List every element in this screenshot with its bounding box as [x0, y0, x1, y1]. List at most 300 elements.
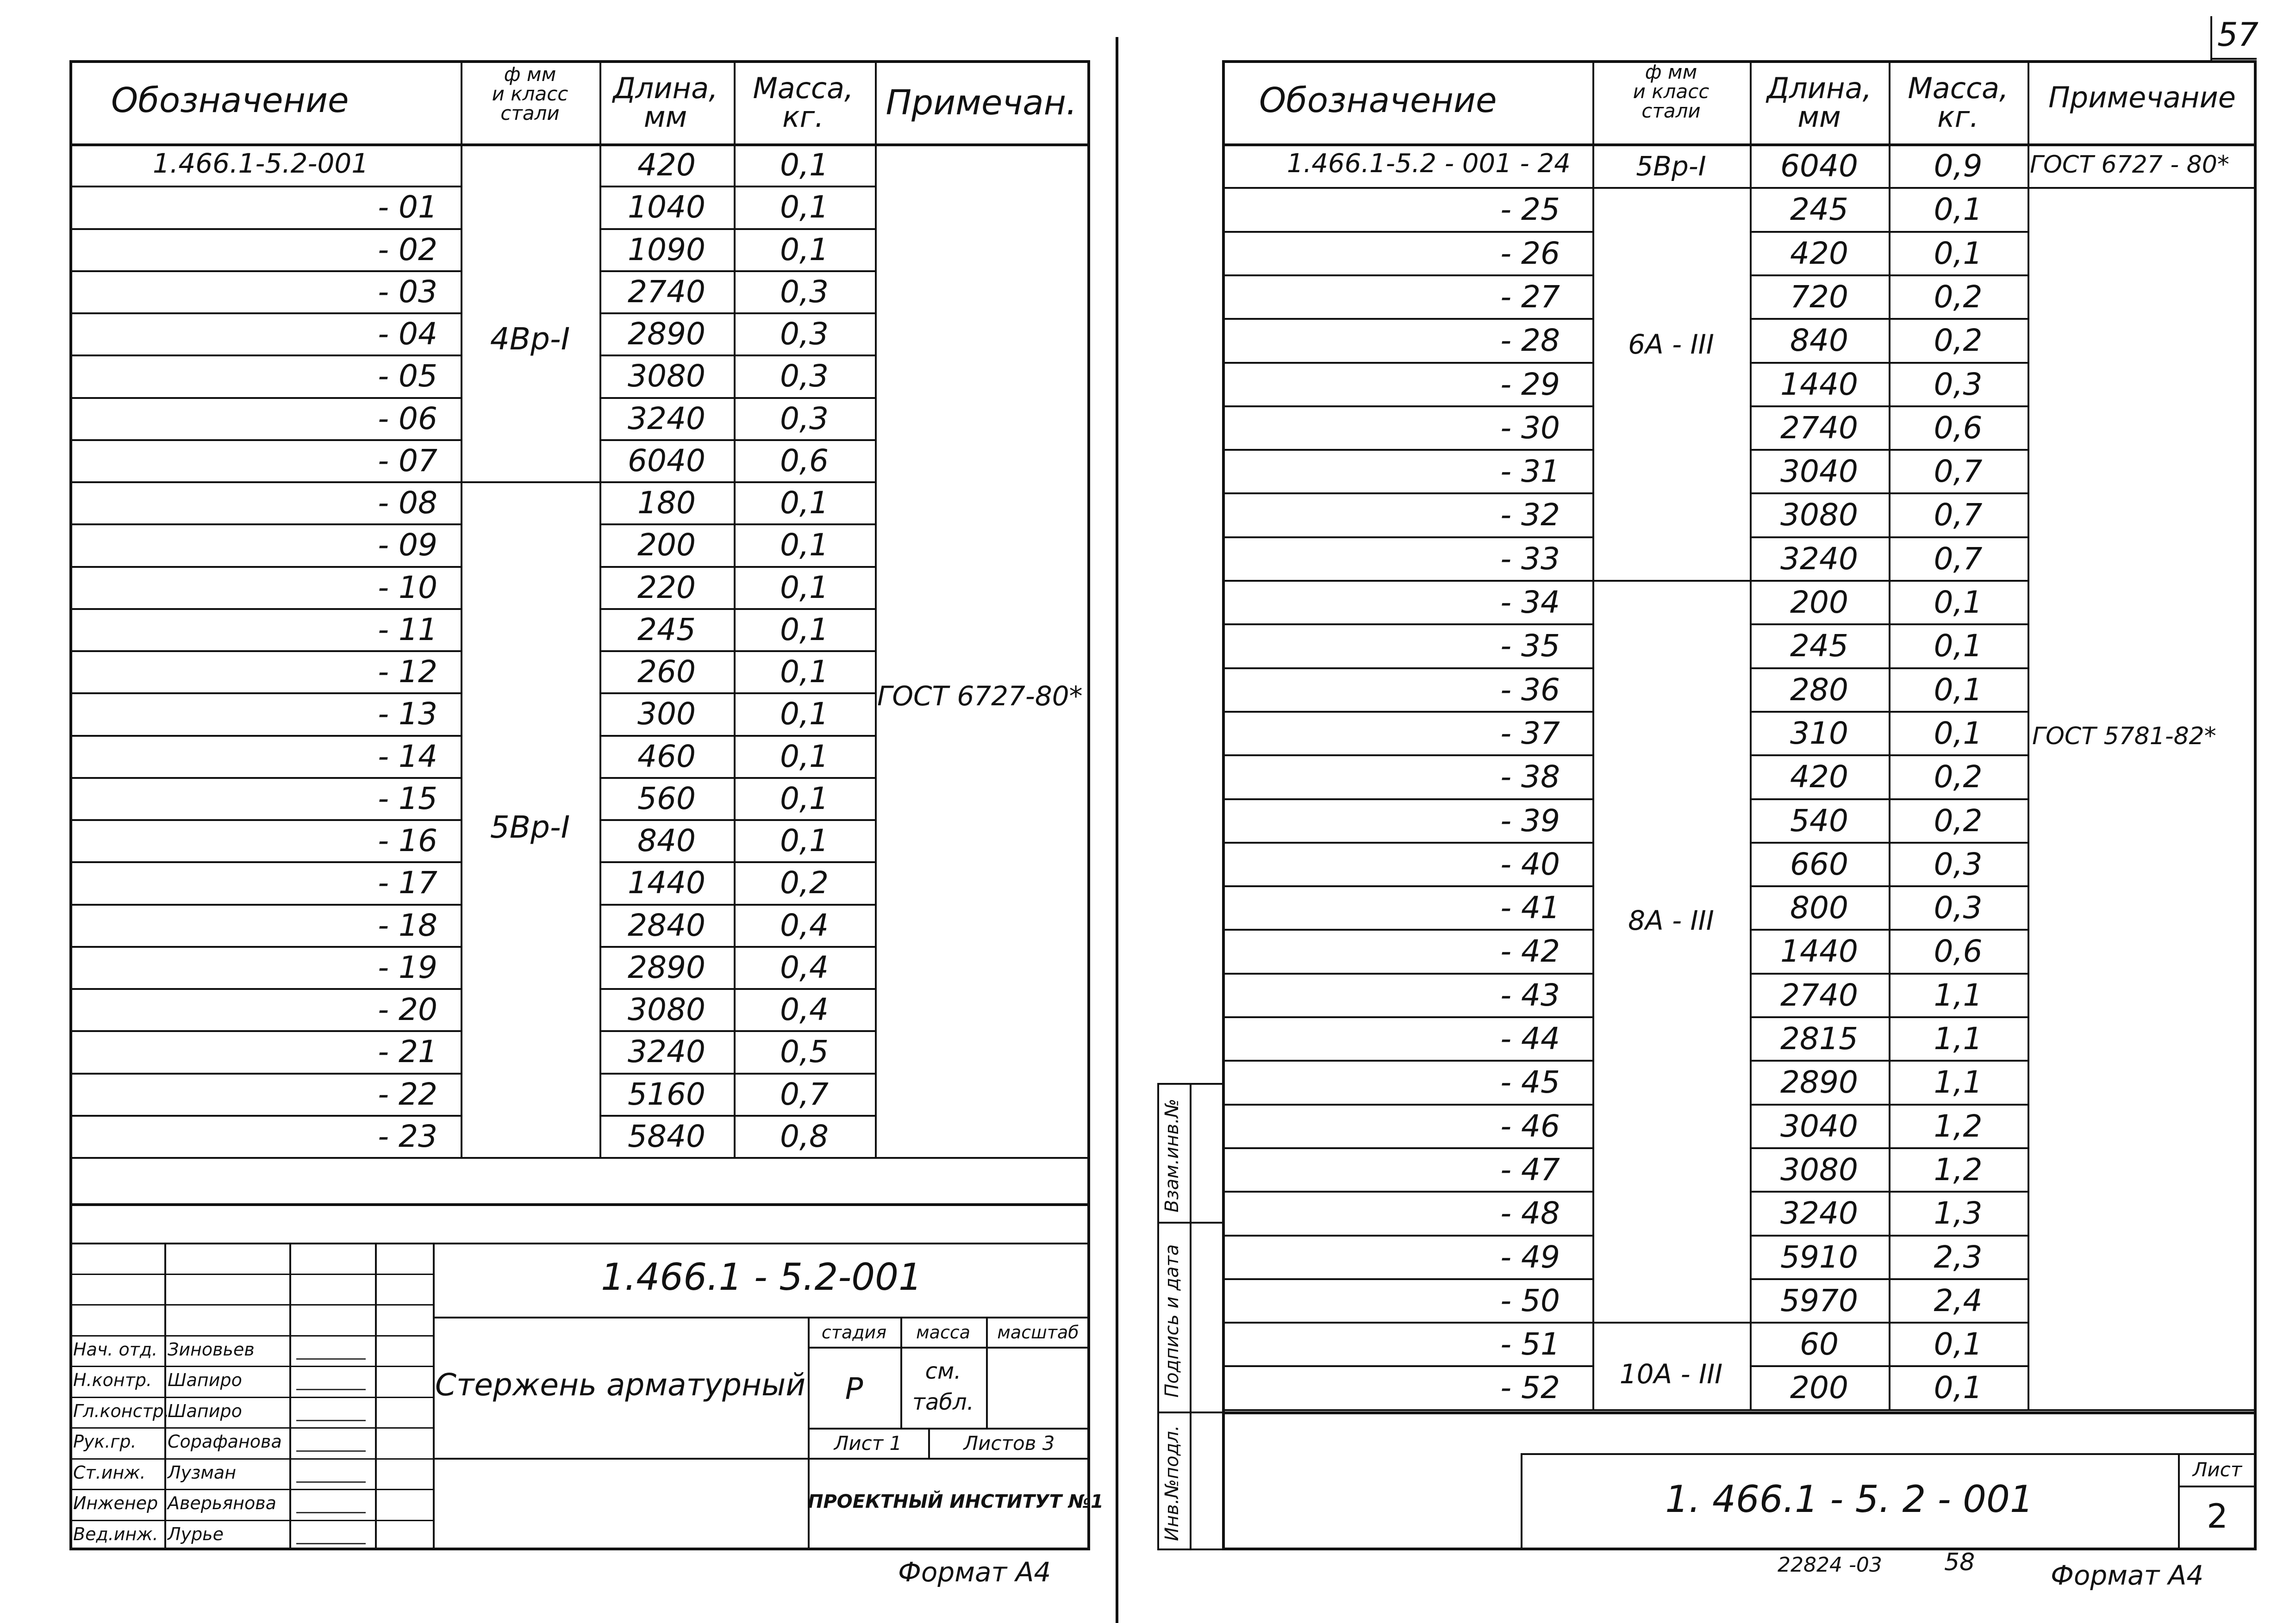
- right-row-line: [1222, 973, 1592, 975]
- right-row-mass: 0,1: [1934, 192, 1983, 228]
- left-row-length: 220: [637, 569, 696, 605]
- right-title-line: [1222, 1412, 2257, 1414]
- left-row-line: [599, 650, 875, 652]
- left-row-code: - 19: [378, 949, 437, 985]
- side-stamp-line-2: [1157, 1412, 1225, 1413]
- left-row-code: - 14: [378, 738, 437, 774]
- archive-number: 22824 -03: [1778, 1553, 1882, 1577]
- left-row-line: [69, 861, 461, 863]
- right-header-designation: Обозначение: [1259, 81, 1497, 120]
- right-row-length: 420: [1790, 759, 1848, 795]
- left-staff-name: Лурье: [168, 1524, 224, 1544]
- right-row-line: [1750, 667, 2028, 669]
- left-row-mass: 0,3: [780, 274, 829, 310]
- right-row-length: 2740: [1780, 410, 1858, 446]
- right-row-length: 2890: [1780, 1064, 1858, 1101]
- right-row-line: [1750, 318, 2028, 320]
- right-row-length: 310: [1790, 715, 1848, 751]
- right-row-code: - 30: [1500, 410, 1560, 446]
- side-stamp-divider: [1190, 1083, 1192, 1550]
- left-staff-name: Шапиро: [168, 1370, 242, 1390]
- left-stage-value: Р: [845, 1372, 863, 1406]
- right-row-code: - 46: [1500, 1108, 1560, 1144]
- left-row-mass: 0,4: [780, 907, 829, 943]
- left-row-length: 245: [637, 611, 696, 647]
- left-header-mass: Масса, кг.: [753, 71, 854, 134]
- right-row-code: - 37: [1500, 715, 1560, 751]
- left-row-line: [599, 777, 875, 779]
- right-row-code: - 42: [1500, 933, 1560, 970]
- right-row-code: - 43: [1500, 977, 1560, 1013]
- left-row-mass: 0,3: [780, 400, 829, 436]
- right-row-line: [1222, 1104, 1592, 1106]
- left-row-mass: 0,1: [780, 527, 829, 563]
- left-row-line: [599, 988, 875, 990]
- signature-mark: [296, 1435, 366, 1452]
- side-label-signature: Подпись и дата: [1161, 1244, 1183, 1398]
- left-group-line: [461, 481, 599, 483]
- right-row-mass: 0,2: [1934, 279, 1983, 315]
- right-row-code: - 40: [1500, 846, 1560, 882]
- signature-mark: [296, 1527, 366, 1544]
- left-row-length: 300: [637, 696, 696, 732]
- right-row-line: [1750, 842, 2028, 844]
- right-row-mass: 0,7: [1934, 541, 1983, 577]
- right-row-line: [1750, 885, 2028, 887]
- right-row-code: - 28: [1500, 323, 1560, 359]
- left-row-mass: 0,1: [780, 147, 829, 183]
- right-note-group: ГОСТ 5781-82*: [2032, 722, 2216, 750]
- right-row-code: - 33: [1500, 541, 1560, 577]
- left-header-designation: Обозначение: [111, 81, 349, 120]
- left-row-line: [69, 819, 461, 821]
- left-row-mass: 0,5: [780, 1034, 829, 1070]
- signature-mark: [296, 1496, 366, 1513]
- right-row-code: - 49: [1500, 1239, 1560, 1275]
- left-row-line: [69, 904, 461, 906]
- right-row-line: [1222, 1365, 1592, 1367]
- right-row-mass: 0,1: [1934, 1326, 1983, 1362]
- right-row-line: [1750, 231, 2028, 233]
- right-row-line: [1750, 362, 2028, 364]
- left-row-length: 2740: [628, 274, 705, 310]
- right-row-line: [1222, 1278, 1592, 1280]
- right-row-line: [1222, 885, 1592, 887]
- right-row-line: [1750, 1191, 2028, 1193]
- left-row-line: [69, 523, 461, 525]
- right-row-line: [1222, 1322, 1592, 1324]
- right-row-length: 2815: [1780, 1021, 1858, 1057]
- left-row-mass: 0,8: [780, 1118, 829, 1154]
- right-group-line: [1592, 1322, 1750, 1324]
- left-row-line: [599, 270, 875, 272]
- left-header-diameter: ф мм и класс стали: [492, 63, 568, 124]
- right-note-line: [2028, 187, 2257, 189]
- right-row-length: 3040: [1780, 454, 1858, 490]
- left-row-mass: 0,1: [780, 823, 829, 858]
- right-row-length: 200: [1790, 585, 1848, 620]
- right-row-code: - 51: [1500, 1326, 1560, 1362]
- left-row-line: [599, 523, 875, 525]
- right-row-line: [1750, 580, 2028, 582]
- right-header-mass: Масса, кг.: [1908, 71, 2009, 134]
- left-row-line: [599, 439, 875, 441]
- left-row-code: - 12: [378, 654, 437, 690]
- left-staff-role: Нач. отд.: [73, 1339, 158, 1360]
- right-row-line: [1750, 623, 2028, 625]
- left-scale-header: масштаб: [997, 1322, 1079, 1343]
- right-row-mass: 0,2: [1934, 323, 1983, 359]
- right-row-line: [1222, 1060, 1592, 1062]
- left-row-line: [599, 312, 875, 314]
- left-staff-line: [69, 1489, 433, 1490]
- right-row-length: 6040: [1780, 148, 1858, 184]
- right-row-code: - 38: [1500, 759, 1560, 795]
- right-row-code: - 31: [1500, 454, 1560, 490]
- right-row-mass: 0,1: [1934, 672, 1983, 708]
- left-row-code: - 04: [378, 316, 437, 352]
- left-staff-role: Инженер: [73, 1493, 158, 1513]
- right-row-length: 245: [1790, 628, 1848, 664]
- right-row-line: [1222, 798, 1592, 800]
- left-staff-name: Зиновьев: [168, 1339, 255, 1360]
- left-staff-role: Рук.гр.: [73, 1431, 137, 1452]
- right-row-line: [1222, 1191, 1592, 1193]
- left-row-length: 3080: [628, 358, 705, 394]
- right-row-code: - 36: [1500, 672, 1560, 708]
- right-row-code: - 35: [1500, 628, 1560, 664]
- left-row-line: [599, 1030, 875, 1032]
- left-row-mass: 0,6: [780, 442, 829, 479]
- left-row-code: - 20: [378, 992, 437, 1027]
- left-row-length: 420: [637, 147, 696, 183]
- left-row-mass: 0,1: [780, 189, 829, 225]
- right-sheet-box-mid: [2178, 1486, 2257, 1487]
- left-col-line: [875, 60, 877, 1157]
- right-row-length: 280: [1790, 672, 1848, 708]
- right-row-length: 2740: [1780, 977, 1858, 1013]
- page-number-top: 57: [2217, 16, 2259, 54]
- right-steel-group-3: 8А - III: [1628, 905, 1714, 936]
- left-row-line: [69, 270, 461, 272]
- right-row-mass: 0,1: [1934, 1370, 1983, 1406]
- page-number-box-bottom: [2210, 58, 2257, 60]
- right-row-length: 720: [1790, 279, 1848, 315]
- right-row-mass: 2,4: [1934, 1282, 1983, 1318]
- right-row-code: - 48: [1500, 1195, 1560, 1231]
- right-row-line: [1222, 580, 1592, 582]
- left-row-length: 1440: [628, 865, 705, 901]
- left-row-code: - 07: [378, 442, 437, 479]
- page-number-box-left: [2210, 16, 2212, 60]
- left-row-length: 180: [637, 485, 696, 521]
- right-row-line: [1222, 187, 1592, 189]
- right-row-line: [1750, 187, 2028, 189]
- right-row-length: 3040: [1780, 1108, 1858, 1144]
- right-row-line: [1750, 1104, 2028, 1106]
- right-row-line: [1750, 405, 2028, 407]
- left-staff-role: Вед.инж.: [73, 1524, 158, 1544]
- left-row-code: - 22: [378, 1076, 437, 1112]
- left-staff-line: [69, 1335, 433, 1337]
- page-fold-line: [1116, 37, 1118, 1623]
- left-row-length: 2840: [628, 907, 705, 943]
- right-row-length: 200: [1790, 1370, 1848, 1406]
- right-row-code: - 45: [1500, 1064, 1560, 1101]
- right-row-line: [1222, 362, 1592, 364]
- right-row-line: [1750, 536, 2028, 538]
- left-staff-role: Гл.констр.: [73, 1400, 169, 1421]
- left-row-line: [69, 1073, 461, 1075]
- right-row-mass: 0,3: [1934, 890, 1983, 926]
- right-row-line: [1222, 842, 1592, 844]
- left-row-length: 2890: [628, 949, 705, 985]
- left-row-length: 2890: [628, 316, 705, 352]
- left-header-line: [69, 143, 1090, 146]
- right-row-line: [1750, 274, 2028, 276]
- left-row-line: [599, 692, 875, 694]
- right-header-length: Длина, мм: [1766, 71, 1872, 134]
- left-row-line: [69, 988, 461, 990]
- right-row-code: - 34: [1500, 585, 1560, 620]
- right-header-line: [1222, 143, 2257, 146]
- left-staff-line: [69, 1458, 433, 1460]
- left-row-line: [69, 1030, 461, 1032]
- left-row-code: - 21: [378, 1034, 437, 1070]
- left-row-code: - 02: [378, 231, 437, 267]
- right-row-mass: 1,2: [1934, 1108, 1983, 1144]
- left-row-code: - 05: [378, 358, 437, 394]
- right-row-mass: 0,6: [1934, 410, 1983, 446]
- left-row-line: [599, 186, 875, 187]
- left-row-mass: 0,3: [780, 358, 829, 394]
- right-row-length: 420: [1790, 235, 1848, 271]
- left-staff-name: Сорафанова: [168, 1431, 282, 1452]
- left-mass-header: масса: [916, 1322, 971, 1343]
- right-header-diameter: ф мм и класс стали: [1633, 61, 1710, 122]
- left-staff-name: Шапиро: [168, 1400, 242, 1421]
- right-row-line: [1222, 318, 1592, 320]
- left-row-code: - 03: [378, 274, 437, 310]
- left-row-code: 1.466.1-5.2-001: [153, 148, 369, 179]
- right-row-mass: 1,1: [1934, 1021, 1983, 1057]
- left-staff-name: Аверьянова: [168, 1493, 276, 1513]
- right-row-line: [1750, 1322, 2028, 1324]
- side-stamp-line-1: [1157, 1222, 1225, 1224]
- left-staff-line: [69, 1427, 433, 1429]
- left-row-line: [599, 904, 875, 906]
- left-row-length: 840: [637, 823, 696, 858]
- signature-mark: [296, 1373, 366, 1390]
- right-row-mass: 0,7: [1934, 497, 1983, 533]
- left-row-length: 5160: [628, 1076, 705, 1112]
- left-row-mass: 0,1: [780, 485, 829, 521]
- left-title-name-line: [433, 1458, 1090, 1460]
- left-row-mass: 0,1: [780, 231, 829, 267]
- right-row-mass: 0,1: [1934, 715, 1983, 751]
- right-row-mass: 1,2: [1934, 1151, 1983, 1188]
- left-row-line: [599, 481, 875, 483]
- right-row-mass: 0,3: [1934, 366, 1983, 402]
- right-row-line: [1222, 449, 1592, 451]
- left-title-mid-line: [69, 1243, 1090, 1244]
- right-group-line: [1592, 580, 1750, 582]
- right-row-length: 660: [1790, 846, 1848, 882]
- left-sheet-label: Лист 1: [834, 1432, 902, 1455]
- right-steel-group-1: 5Вр-I: [1636, 150, 1706, 182]
- right-row-mass: 0,2: [1934, 759, 1983, 795]
- right-row-length: 840: [1790, 323, 1848, 359]
- left-organization: ПРОЕКТНЫЙ ИНСТИТУТ №1: [808, 1491, 1104, 1512]
- left-row-length: 3240: [628, 400, 705, 436]
- right-row-code: - 44: [1500, 1021, 1560, 1057]
- left-row-length: 560: [637, 780, 696, 816]
- left-part-name: Стержень арматурный: [435, 1367, 806, 1403]
- left-row-mass: 0,4: [780, 992, 829, 1027]
- left-row-length: 460: [637, 738, 696, 774]
- left-row-mass: 0,3: [780, 316, 829, 352]
- left-staff-line: [69, 1397, 433, 1398]
- left-row-line: [69, 439, 461, 441]
- right-row-mass: 0,7: [1934, 454, 1983, 490]
- left-sheets-label: Листов 3: [963, 1432, 1055, 1455]
- left-title-head-line: [808, 1347, 1090, 1349]
- left-col-line: [461, 60, 462, 1157]
- left-row-line: [69, 608, 461, 610]
- right-row-line: [1222, 405, 1592, 407]
- right-row-line: [1750, 929, 2028, 931]
- right-row-line: [1222, 667, 1592, 669]
- left-row-line: [69, 397, 461, 399]
- left-row-mass: 0,1: [780, 780, 829, 816]
- right-row-code: - 32: [1500, 497, 1560, 533]
- left-row-code: - 10: [378, 569, 437, 605]
- left-steel-group-2: 5Вр-I: [490, 809, 570, 845]
- left-row-line: [599, 946, 875, 948]
- left-row-code: - 23: [378, 1118, 437, 1154]
- page-number-bottom: 58: [1944, 1548, 1975, 1576]
- left-row-line: [599, 735, 875, 737]
- left-title-code-line: [433, 1317, 1090, 1318]
- left-row-line: [599, 1115, 875, 1117]
- right-sheet-number: 2: [2207, 1497, 2228, 1536]
- left-row-line: [69, 1115, 461, 1117]
- left-header-length: Длина, мм: [613, 71, 718, 134]
- left-row-line: [69, 735, 461, 737]
- right-row-line: [1222, 274, 1592, 276]
- left-row-length: 1040: [628, 189, 705, 225]
- right-row-line: [1222, 929, 1592, 931]
- left-staff-line: [69, 1274, 433, 1275]
- left-row-mass: 0,2: [780, 865, 829, 901]
- right-steel-group-4: 10А - III: [1619, 1358, 1723, 1390]
- right-row-line: [1750, 1016, 2028, 1018]
- right-row-code: - 26: [1500, 235, 1560, 271]
- left-row-length: 6040: [628, 442, 705, 479]
- left-row-code: - 11: [378, 611, 437, 647]
- right-row-length: 60: [1800, 1326, 1839, 1362]
- right-row-line: [1222, 1147, 1592, 1149]
- left-note-gost: ГОСТ 6727-80*: [877, 680, 1083, 712]
- left-row-code: - 18: [378, 907, 437, 943]
- left-row-line: [69, 186, 461, 187]
- left-row-line: [69, 777, 461, 779]
- signature-mark: [296, 1343, 366, 1360]
- left-row-line: [69, 481, 461, 483]
- signature-mark: [296, 1466, 366, 1483]
- right-row-line: [1222, 231, 1592, 233]
- left-row-code: - 16: [378, 823, 437, 858]
- left-doc-code: 1.466.1 - 5.2-001: [601, 1256, 922, 1299]
- right-group-line: [1592, 187, 1750, 189]
- left-steel-group-1: 4Вр-I: [490, 321, 570, 357]
- right-row-line: [1222, 536, 1592, 538]
- left-row-code: - 15: [378, 780, 437, 816]
- right-row-line: [1750, 492, 2028, 494]
- left-row-mass: 0,1: [780, 654, 829, 690]
- left-row-line: [599, 397, 875, 399]
- right-row-length: 1440: [1780, 933, 1858, 970]
- right-row-mass: 2,3: [1934, 1239, 1983, 1275]
- left-staff-line: [69, 1366, 433, 1367]
- left-staff-role: Ст.инж.: [73, 1462, 146, 1483]
- signature-mark: [296, 1404, 366, 1421]
- left-row-length: 3080: [628, 992, 705, 1027]
- left-title-sheet-line: [808, 1428, 1090, 1430]
- right-row-line: [1222, 623, 1592, 625]
- left-row-line: [599, 861, 875, 863]
- right-row-line: [1750, 1060, 2028, 1062]
- right-row-mass: 0,6: [1934, 933, 1983, 970]
- right-doc-code: 1. 466.1 - 5. 2 - 001: [1665, 1478, 2034, 1521]
- left-row-mass: 0,1: [780, 569, 829, 605]
- left-format-label: Формат А4: [898, 1556, 1051, 1588]
- right-row-mass: 0,9: [1934, 148, 1983, 184]
- left-mass-value: см. табл.: [912, 1358, 974, 1416]
- right-row-mass: 1,3: [1934, 1195, 1983, 1231]
- right-row-line: [1222, 1235, 1592, 1237]
- right-note-first: ГОСТ 6727 - 80*: [2030, 151, 2229, 179]
- right-row-length: 800: [1790, 890, 1848, 926]
- right-row-code: - 41: [1500, 890, 1560, 926]
- right-row-code: - 39: [1500, 802, 1560, 839]
- left-row-length: 1090: [628, 231, 705, 267]
- right-header-note: Примечание: [2048, 81, 2236, 114]
- right-row-line: [1750, 1147, 2028, 1149]
- right-row-line: [1750, 1365, 2028, 1367]
- right-col-line: [2028, 60, 2029, 1409]
- right-row-length: 5910: [1780, 1239, 1858, 1275]
- right-format-label: Формат А4: [2051, 1560, 2204, 1591]
- left-row-line: [599, 354, 875, 356]
- right-row-line: [1750, 1235, 2028, 1237]
- right-row-length: 3240: [1780, 1195, 1858, 1231]
- right-row-code: - 52: [1500, 1370, 1560, 1406]
- right-row-mass: 1,1: [1934, 1064, 1983, 1101]
- right-row-length: 3080: [1780, 1151, 1858, 1188]
- left-row-code: - 09: [378, 527, 437, 563]
- right-row-line: [1222, 492, 1592, 494]
- right-row-length: 1440: [1780, 366, 1858, 402]
- left-row-line: [69, 354, 461, 356]
- right-row-code: 1.466.1-5.2 - 001 - 24: [1287, 149, 1571, 179]
- left-row-code: - 08: [378, 485, 437, 521]
- left-row-code: - 06: [378, 400, 437, 436]
- side-label-vzam: Взам.инв.№: [1161, 1098, 1183, 1213]
- left-row-code: - 01: [378, 189, 437, 225]
- right-steel-group-2: 6А - III: [1628, 329, 1714, 360]
- right-row-code: - 27: [1500, 279, 1560, 315]
